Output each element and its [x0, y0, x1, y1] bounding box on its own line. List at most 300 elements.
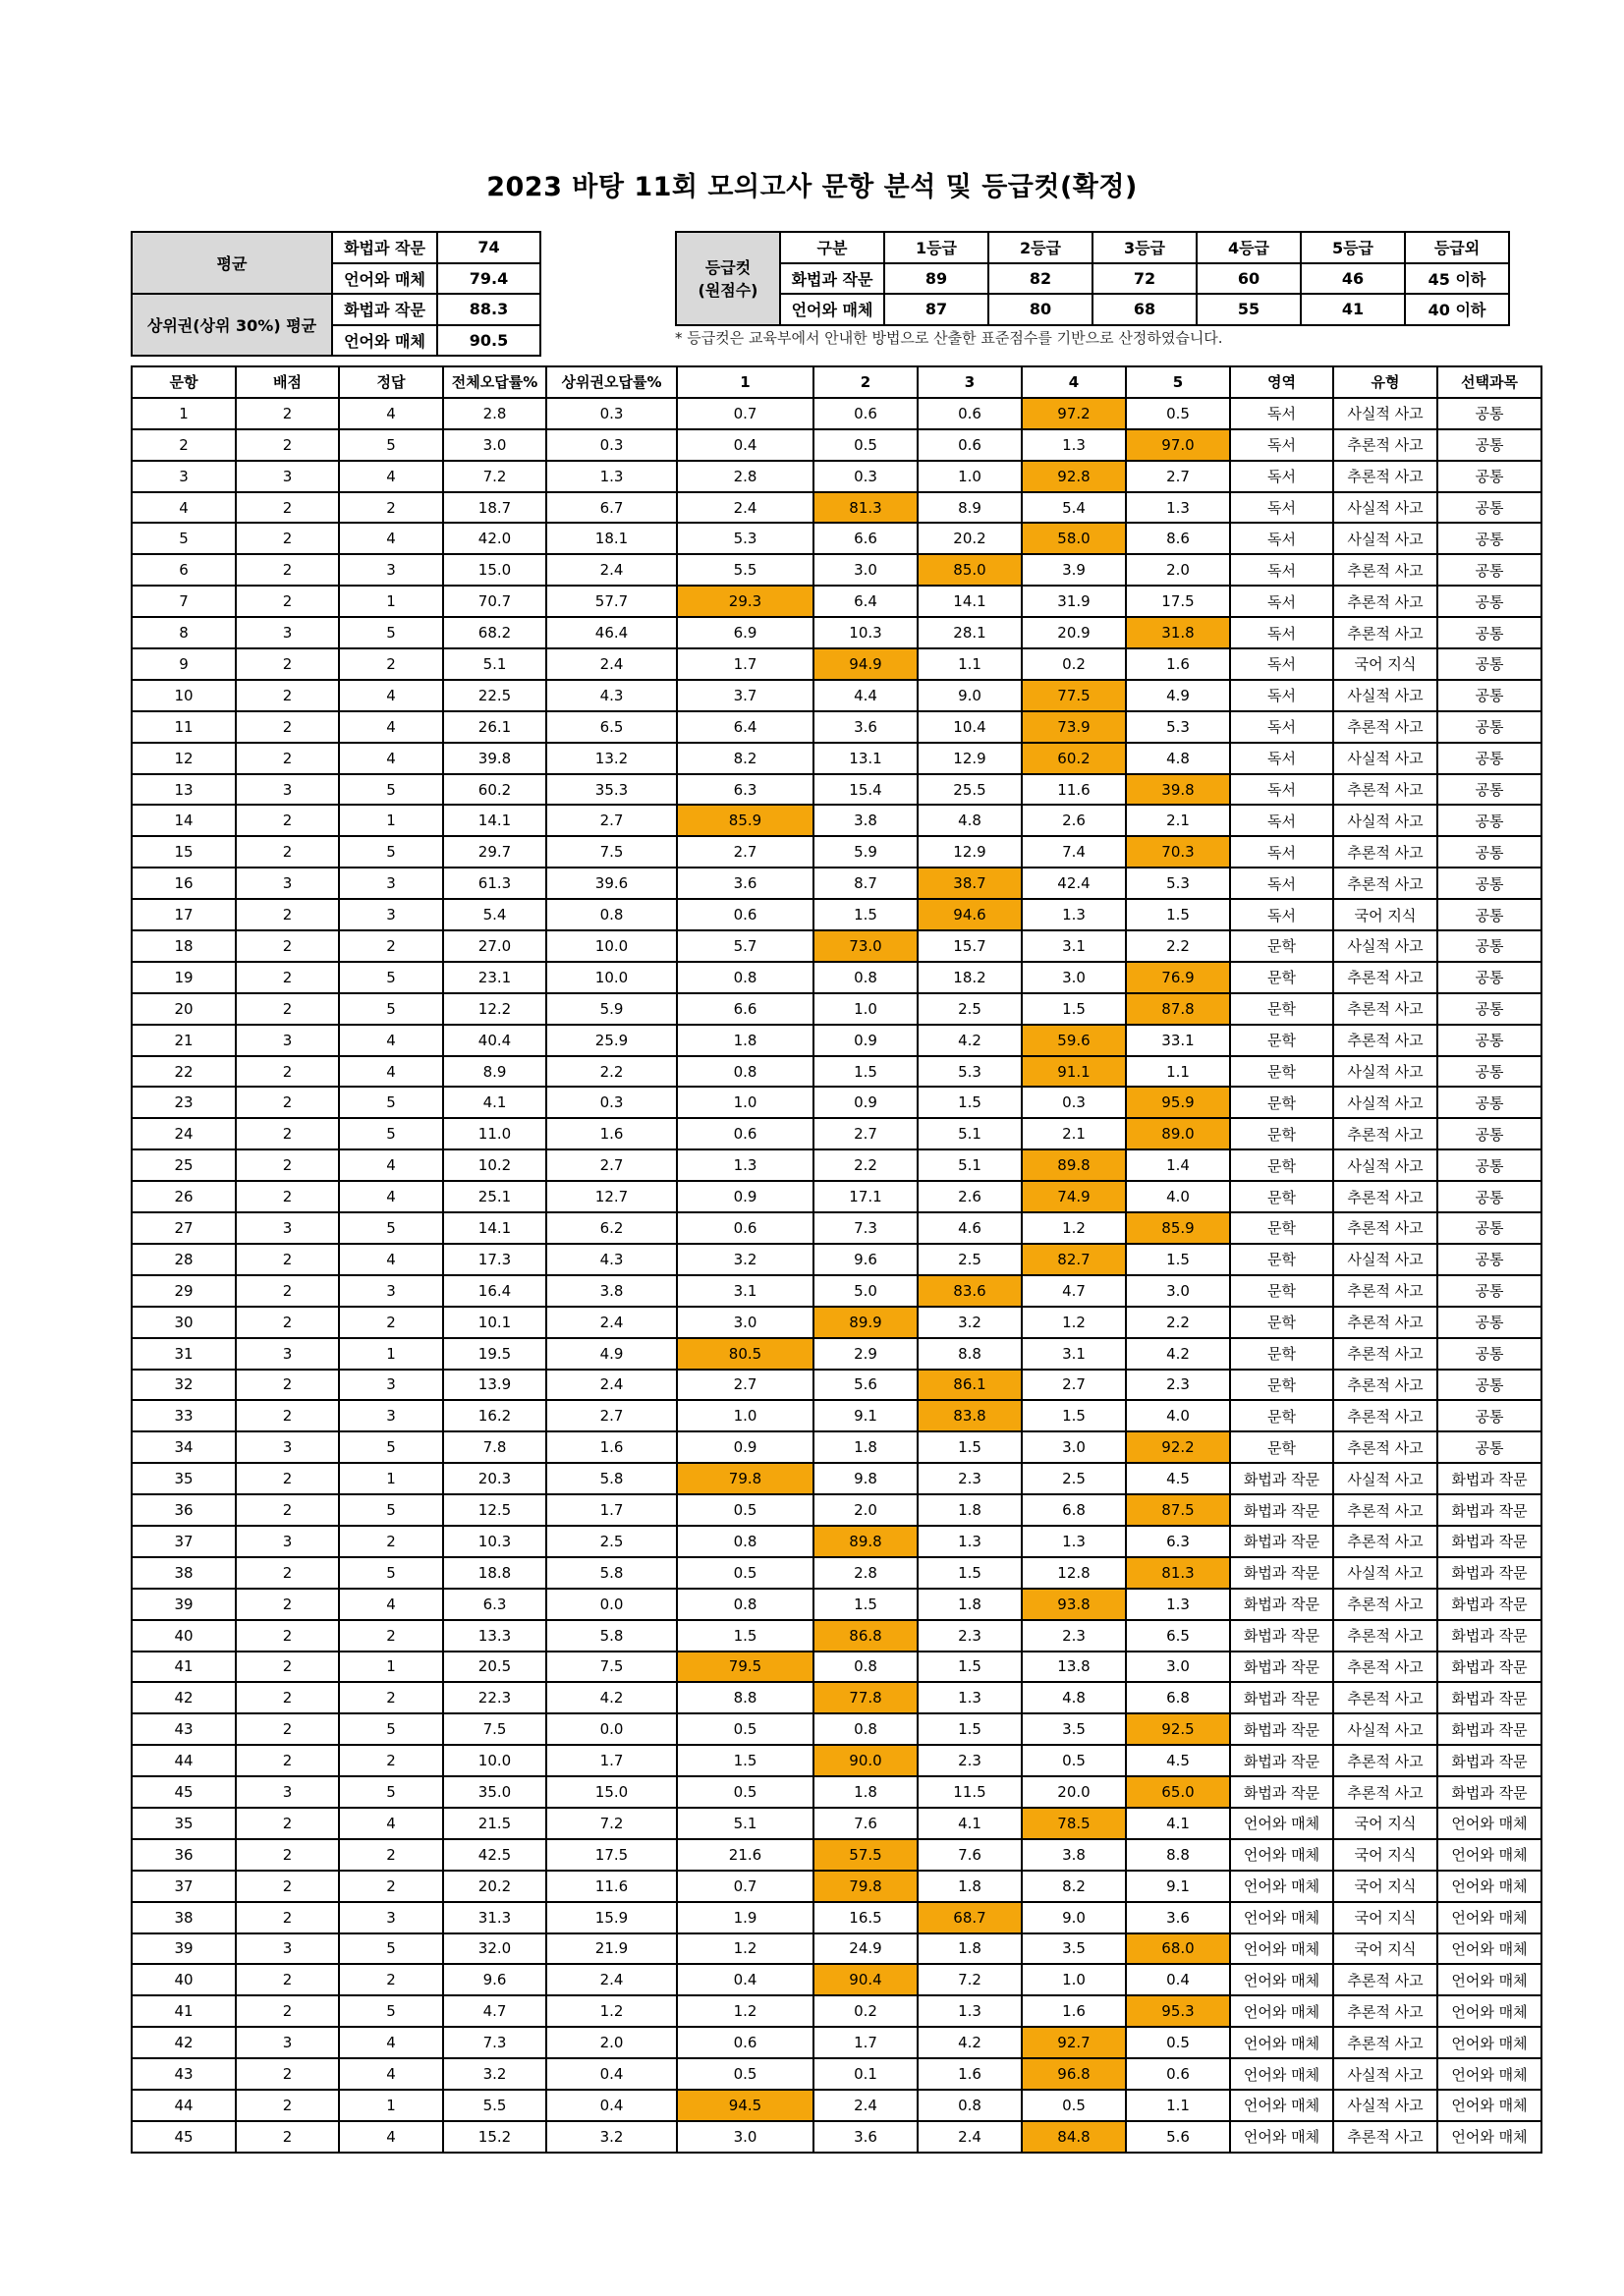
grade-cut-header: 1등급: [884, 232, 988, 263]
table-cell: 25: [132, 1149, 236, 1181]
table-cell: 문학: [1230, 1431, 1333, 1463]
table-cell: 추론적 사고: [1333, 1589, 1437, 1620]
table-cell: 1.0: [677, 1400, 813, 1431]
table-cell: 0.3: [1022, 1087, 1126, 1118]
table-cell: 43: [132, 2058, 236, 2090]
grade-cut-header: 5등급: [1301, 232, 1405, 263]
table-cell: 화법과 작문: [1437, 1526, 1541, 1557]
grade-cut-cell: 89: [884, 263, 988, 295]
table-cell: 2: [236, 1620, 339, 1652]
table-cell: 5.1: [918, 1149, 1022, 1181]
table-cell: 공통: [1437, 1212, 1541, 1244]
table-cell: 10.3: [813, 617, 918, 648]
table-cell: 사실적 사고: [1333, 492, 1437, 524]
table-cell: 2.0: [1126, 554, 1230, 586]
table-cell: 사실적 사고: [1333, 398, 1437, 429]
table-row: [132, 1839, 1541, 1871]
table-cell: 사실적 사고: [1333, 680, 1437, 711]
table-cell: 화법과 작문: [1437, 1652, 1541, 1683]
table-cell: 추론적 사고: [1333, 586, 1437, 617]
table-cell: 2.3: [1022, 1620, 1126, 1652]
table-row: [132, 993, 1541, 1025]
table-cell: 0.0: [546, 1713, 677, 1745]
table-cell: 3.5: [1022, 1933, 1126, 1965]
table-cell: 2.2: [813, 1149, 918, 1181]
table-cell: 6.4: [813, 586, 918, 617]
correct-answer-cell: 94.5: [677, 2090, 813, 2121]
table-cell: 5.6: [1126, 2121, 1230, 2153]
table-cell: 0.8: [813, 962, 918, 993]
table-cell: 8.7: [813, 868, 918, 899]
table-cell: 4: [339, 1808, 443, 1839]
table-cell: 3.0: [677, 1307, 813, 1338]
table-cell: 10.0: [443, 1745, 546, 1776]
table-cell: 국어 지식: [1333, 1871, 1437, 1902]
table-cell: 2.7: [1022, 1370, 1126, 1401]
table-cell: 독서: [1230, 743, 1333, 774]
table-cell: 공통: [1437, 1244, 1541, 1275]
table-row: [132, 617, 1541, 648]
item-analysis-body: [132, 366, 1541, 2153]
mean-label: 평균: [132, 232, 332, 294]
table-cell: 2: [236, 1118, 339, 1149]
table-cell: 10.2: [443, 1149, 546, 1181]
table-cell: 추론적 사고: [1333, 962, 1437, 993]
table-cell: 5.4: [1022, 492, 1126, 524]
table-cell: 1.0: [1022, 1964, 1126, 1995]
table-cell: 문학: [1230, 930, 1333, 962]
table-cell: 2: [236, 1808, 339, 1839]
table-row: [132, 680, 1541, 711]
table-cell: 2: [236, 680, 339, 711]
table-cell: 5: [339, 1776, 443, 1808]
table-cell: 독서: [1230, 648, 1333, 680]
table-cell: 5.8: [546, 1463, 677, 1494]
table-cell: 2: [236, 962, 339, 993]
table-cell: 2.6: [918, 1181, 1022, 1212]
table-cell: 0.4: [1126, 1964, 1230, 1995]
table-cell: 1: [339, 1652, 443, 1683]
table-cell: 60.2: [443, 774, 546, 806]
table-cell: 3.1: [1022, 930, 1126, 962]
table-cell: 5: [339, 836, 443, 868]
table-cell: 2: [236, 1494, 339, 1526]
table-row: [132, 930, 1541, 962]
table-row: [132, 2121, 1541, 2153]
correct-answer-cell: 87.5: [1126, 1494, 1230, 1526]
table-cell: 33: [132, 1400, 236, 1431]
table-cell: 추론적 사고: [1333, 868, 1437, 899]
table-cell: 3.2: [677, 1244, 813, 1275]
table-cell: 4: [339, 680, 443, 711]
correct-answer-cell: 81.3: [813, 492, 918, 524]
table-cell: 2: [236, 1557, 339, 1589]
table-row: [132, 1682, 1541, 1713]
table-cell: 15: [132, 836, 236, 868]
column-header: 3: [918, 366, 1022, 398]
table-row: [132, 805, 1541, 836]
table-cell: 추론적 사고: [1333, 774, 1437, 806]
table-cell: 1.3: [677, 1149, 813, 1181]
table-cell: 5.9: [813, 836, 918, 868]
table-cell: 20.3: [443, 1463, 546, 1494]
table-cell: 2: [236, 523, 339, 554]
table-cell: 2: [339, 1964, 443, 1995]
table-cell: 5.3: [918, 1056, 1022, 1088]
table-row: [132, 523, 1541, 554]
table-cell: 8: [132, 617, 236, 648]
grade-cut-cell: 41: [1301, 294, 1405, 325]
table-cell: 42.5: [443, 1839, 546, 1871]
table-cell: 25.1: [443, 1181, 546, 1212]
table-cell: 26: [132, 1181, 236, 1212]
correct-answer-cell: 93.8: [1022, 1589, 1126, 1620]
table-cell: 추론적 사고: [1333, 1275, 1437, 1307]
table-cell: 화법과 작문: [1437, 1776, 1541, 1808]
table-cell: 18.7: [443, 492, 546, 524]
table-cell: 2.1: [1126, 805, 1230, 836]
correct-answer-cell: 96.8: [1022, 2058, 1126, 2090]
table-cell: 추론적 사고: [1333, 617, 1437, 648]
table-cell: 15.0: [546, 1776, 677, 1808]
table-cell: 2: [236, 492, 339, 524]
table-cell: 언어와 매체: [1230, 1995, 1333, 2027]
top-mean-label: 상위권(상위 30%) 평균: [132, 294, 332, 356]
table-cell: 32.0: [443, 1933, 546, 1965]
table-cell: 화법과 작문: [1230, 1745, 1333, 1776]
table-cell: 2.5: [918, 1244, 1022, 1275]
table-cell: 1: [132, 398, 236, 429]
table-cell: 5: [339, 1713, 443, 1745]
table-cell: 화법과 작문: [1437, 1745, 1541, 1776]
table-cell: 35: [132, 1463, 236, 1494]
table-cell: 1.7: [813, 2027, 918, 2058]
table-cell: 20.2: [918, 523, 1022, 554]
correct-answer-cell: 92.7: [1022, 2027, 1126, 2058]
table-cell: 43: [132, 1713, 236, 1745]
table-cell: 19: [132, 962, 236, 993]
table-cell: 문학: [1230, 1400, 1333, 1431]
correct-answer-cell: 85.9: [677, 805, 813, 836]
table-cell: 문학: [1230, 1370, 1333, 1401]
table-cell: 언어와 매체: [1437, 1871, 1541, 1902]
avg-value: 79.4: [437, 263, 540, 295]
table-cell: 8.8: [918, 1338, 1022, 1370]
table-cell: 4.1: [918, 1808, 1022, 1839]
table-cell: 2: [236, 993, 339, 1025]
grade-cut-cell: 화법과 작문: [780, 263, 884, 295]
table-cell: 5.1: [677, 1808, 813, 1839]
table-row: [132, 836, 1541, 868]
table-cell: 2.5: [546, 1526, 677, 1557]
table-cell: 1.2: [677, 1995, 813, 2027]
table-cell: 6.2: [546, 1212, 677, 1244]
table-cell: 22.3: [443, 1682, 546, 1713]
table-cell: 추론적 사고: [1333, 993, 1437, 1025]
table-cell: 29: [132, 1275, 236, 1307]
table-cell: 0.5: [1126, 398, 1230, 429]
table-cell: 7.6: [813, 1808, 918, 1839]
table-cell: 38: [132, 1557, 236, 1589]
table-cell: 4: [339, 743, 443, 774]
table-cell: 33.1: [1126, 1025, 1230, 1056]
table-cell: 3.0: [813, 554, 918, 586]
table-cell: 2: [236, 930, 339, 962]
table-cell: 1.5: [1022, 993, 1126, 1025]
table-row: [132, 2090, 1541, 2121]
table-cell: 공통: [1437, 711, 1541, 743]
table-row: [132, 711, 1541, 743]
table-cell: 추론적 사고: [1333, 1682, 1437, 1713]
table-cell: 3.6: [813, 711, 918, 743]
table-cell: 2: [339, 648, 443, 680]
table-cell: 32: [132, 1370, 236, 1401]
table-cell: 공통: [1437, 962, 1541, 993]
table-cell: 0.7: [677, 398, 813, 429]
avg-value: 74: [437, 232, 540, 263]
table-cell: 0.1: [813, 2058, 918, 2090]
table-cell: 12.5: [443, 1494, 546, 1526]
table-cell: 4.9: [1126, 680, 1230, 711]
table-cell: 10: [132, 680, 236, 711]
table-cell: 화법과 작문: [1437, 1682, 1541, 1713]
table-cell: 25.9: [546, 1025, 677, 1056]
table-cell: 5: [339, 1557, 443, 1589]
table-cell: 문학: [1230, 1025, 1333, 1056]
table-cell: 2: [339, 1871, 443, 1902]
column-header: 5: [1126, 366, 1230, 398]
grade-cut-cell: 45 이하: [1405, 263, 1509, 295]
table-cell: 2: [236, 1400, 339, 1431]
table-cell: 0.5: [677, 1713, 813, 1745]
table-cell: 2: [236, 1244, 339, 1275]
table-cell: 0.3: [546, 1087, 677, 1118]
table-row: [132, 743, 1541, 774]
table-cell: 5: [339, 1212, 443, 1244]
table-cell: 언어와 매체: [1230, 1871, 1333, 1902]
table-cell: 3: [339, 1400, 443, 1431]
correct-answer-cell: 77.5: [1022, 680, 1126, 711]
grade-cut-label: [676, 232, 780, 325]
table-cell: 추론적 사고: [1333, 1212, 1437, 1244]
table-cell: 0.5: [1022, 1745, 1126, 1776]
table-cell: 독서: [1230, 836, 1333, 868]
table-cell: 추론적 사고: [1333, 1494, 1437, 1526]
table-cell: 공통: [1437, 805, 1541, 836]
table-cell: 9.6: [813, 1244, 918, 1275]
table-cell: 4.9: [546, 1338, 677, 1370]
table-cell: 1.8: [813, 1431, 918, 1463]
correct-answer-cell: 65.0: [1126, 1776, 1230, 1808]
table-cell: 2.7: [1126, 461, 1230, 492]
table-cell: 2: [339, 1620, 443, 1652]
table-row: [132, 1056, 1541, 1088]
table-cell: 8.2: [1022, 1871, 1126, 1902]
table-cell: 사실적 사고: [1333, 2090, 1437, 2121]
table-cell: 사실적 사고: [1333, 1713, 1437, 1745]
table-cell: 2.5: [918, 993, 1022, 1025]
table-cell: 28: [132, 1244, 236, 1275]
table-cell: 11.5: [918, 1776, 1022, 1808]
table-row: [132, 1087, 1541, 1118]
column-header: 1: [677, 366, 813, 398]
table-cell: 0.6: [677, 899, 813, 930]
table-cell: 40: [132, 1964, 236, 1995]
table-cell: 2.4: [813, 2090, 918, 2121]
table-cell: 4.2: [918, 1025, 1022, 1056]
table-cell: 16: [132, 868, 236, 899]
table-cell: 3: [236, 617, 339, 648]
table-cell: 3.0: [443, 429, 546, 461]
table-cell: 44: [132, 1745, 236, 1776]
table-cell: 2.3: [918, 1745, 1022, 1776]
table-cell: 1.7: [546, 1494, 677, 1526]
table-row: [132, 461, 1541, 492]
table-cell: 7.2: [443, 461, 546, 492]
table-cell: 추론적 사고: [1333, 2027, 1437, 2058]
table-cell: 5.5: [677, 554, 813, 586]
table-cell: 3.8: [546, 1275, 677, 1307]
table-cell: 화법과 작문: [1230, 1652, 1333, 1683]
table-cell: 2: [236, 1370, 339, 1401]
table-row: [132, 1338, 1541, 1370]
table-cell: 2.4: [677, 492, 813, 524]
table-cell: 0.9: [813, 1025, 918, 1056]
grade-cut-label-line2: (원점수): [698, 281, 758, 301]
table-cell: 화법과 작문: [1437, 1589, 1541, 1620]
table-cell: 31.3: [443, 1902, 546, 1933]
table-cell: 17.5: [546, 1839, 677, 1871]
table-cell: 40: [132, 1620, 236, 1652]
table-cell: 언어와 매체: [1230, 1933, 1333, 1965]
table-cell: 10.3: [443, 1526, 546, 1557]
table-cell: 화법과 작문: [1437, 1620, 1541, 1652]
table-cell: 2: [236, 1056, 339, 1088]
table-cell: 28.1: [918, 617, 1022, 648]
table-cell: 추론적 사고: [1333, 711, 1437, 743]
table-cell: 2.1: [1022, 1118, 1126, 1149]
table-cell: 20.2: [443, 1871, 546, 1902]
table-cell: 0.8: [546, 899, 677, 930]
table-cell: 3: [236, 461, 339, 492]
table-cell: 17.3: [443, 1244, 546, 1275]
table-cell: 1.6: [546, 1118, 677, 1149]
table-cell: 5.3: [677, 523, 813, 554]
correct-answer-cell: 73.9: [1022, 711, 1126, 743]
correct-answer-cell: 77.8: [813, 1682, 918, 1713]
table-cell: 2: [236, 429, 339, 461]
table-cell: 공통: [1437, 648, 1541, 680]
table-cell: 1.6: [918, 2058, 1022, 2090]
table-row: [132, 1307, 1541, 1338]
table-cell: 4: [339, 711, 443, 743]
table-cell: 공통: [1437, 680, 1541, 711]
table-cell: 공통: [1437, 930, 1541, 962]
table-cell: 1.3: [1022, 1526, 1126, 1557]
table-cell: 2: [236, 711, 339, 743]
table-cell: 20: [132, 993, 236, 1025]
table-cell: 39: [132, 1589, 236, 1620]
table-cell: 0.9: [677, 1181, 813, 1212]
table-cell: 35: [132, 1808, 236, 1839]
correct-answer-cell: 70.3: [1126, 836, 1230, 868]
average-score-table: [131, 231, 541, 357]
table-cell: 1.7: [677, 648, 813, 680]
correct-answer-cell: 39.8: [1126, 774, 1230, 806]
table-cell: 12: [132, 743, 236, 774]
table-cell: 언어와 매체: [1230, 2090, 1333, 2121]
table-cell: 0.5: [677, 1557, 813, 1589]
table-cell: 문학: [1230, 1181, 1333, 1212]
table-cell: 5.6: [813, 1370, 918, 1401]
table-cell: 0.6: [677, 2027, 813, 2058]
table-cell: 1.6: [1022, 1995, 1126, 2027]
table-cell: 공통: [1437, 554, 1541, 586]
table-cell: 39.6: [546, 868, 677, 899]
table-cell: 공통: [1437, 1118, 1541, 1149]
table-row: [132, 586, 1541, 617]
table-cell: 9.1: [1126, 1871, 1230, 1902]
table-row: [132, 1370, 1541, 1401]
table-cell: 추론적 사고: [1333, 1181, 1437, 1212]
correct-answer-cell: 89.0: [1126, 1118, 1230, 1149]
table-row: [132, 2027, 1541, 2058]
column-header: 상위권오답률%: [546, 366, 677, 398]
table-cell: 7.3: [443, 2027, 546, 2058]
table-cell: 16.4: [443, 1275, 546, 1307]
table-cell: 4.3: [546, 680, 677, 711]
table-cell: 2.7: [546, 1400, 677, 1431]
table-cell: 37: [132, 1526, 236, 1557]
table-row: [132, 1431, 1541, 1463]
table-cell: 5: [339, 1995, 443, 2027]
correct-answer-cell: 94.6: [918, 899, 1022, 930]
table-cell: 29.7: [443, 836, 546, 868]
table-cell: 1.6: [546, 1431, 677, 1463]
table-cell: 독서: [1230, 899, 1333, 930]
table-cell: 1.8: [677, 1025, 813, 1056]
table-cell: 20.0: [1022, 1776, 1126, 1808]
table-cell: 4: [339, 461, 443, 492]
table-cell: 0.6: [918, 398, 1022, 429]
table-cell: 5.1: [918, 1118, 1022, 1149]
table-cell: 독서: [1230, 523, 1333, 554]
table-cell: 2: [236, 1652, 339, 1683]
table-row: [132, 868, 1541, 899]
table-cell: 5.3: [1126, 711, 1230, 743]
table-cell: 1.2: [1022, 1307, 1126, 1338]
table-cell: 2.7: [677, 836, 813, 868]
table-cell: 4.5: [1126, 1463, 1230, 1494]
table-cell: 5: [339, 774, 443, 806]
table-cell: 4.7: [443, 1995, 546, 2027]
table-cell: 공통: [1437, 461, 1541, 492]
table-cell: 23: [132, 1087, 236, 1118]
table-cell: 4: [339, 2027, 443, 2058]
table-cell: 1.5: [918, 1557, 1022, 1589]
table-cell: 23.1: [443, 962, 546, 993]
table-cell: 8.2: [677, 743, 813, 774]
table-cell: 42: [132, 2027, 236, 2058]
table-cell: 문학: [1230, 1118, 1333, 1149]
table-cell: 0.8: [677, 962, 813, 993]
table-cell: 2: [339, 1839, 443, 1871]
table-cell: 6.8: [1022, 1494, 1126, 1526]
correct-answer-cell: 83.8: [918, 1400, 1022, 1431]
table-cell: 사실적 사고: [1333, 2058, 1437, 2090]
table-cell: 40.4: [443, 1025, 546, 1056]
table-cell: 독서: [1230, 429, 1333, 461]
